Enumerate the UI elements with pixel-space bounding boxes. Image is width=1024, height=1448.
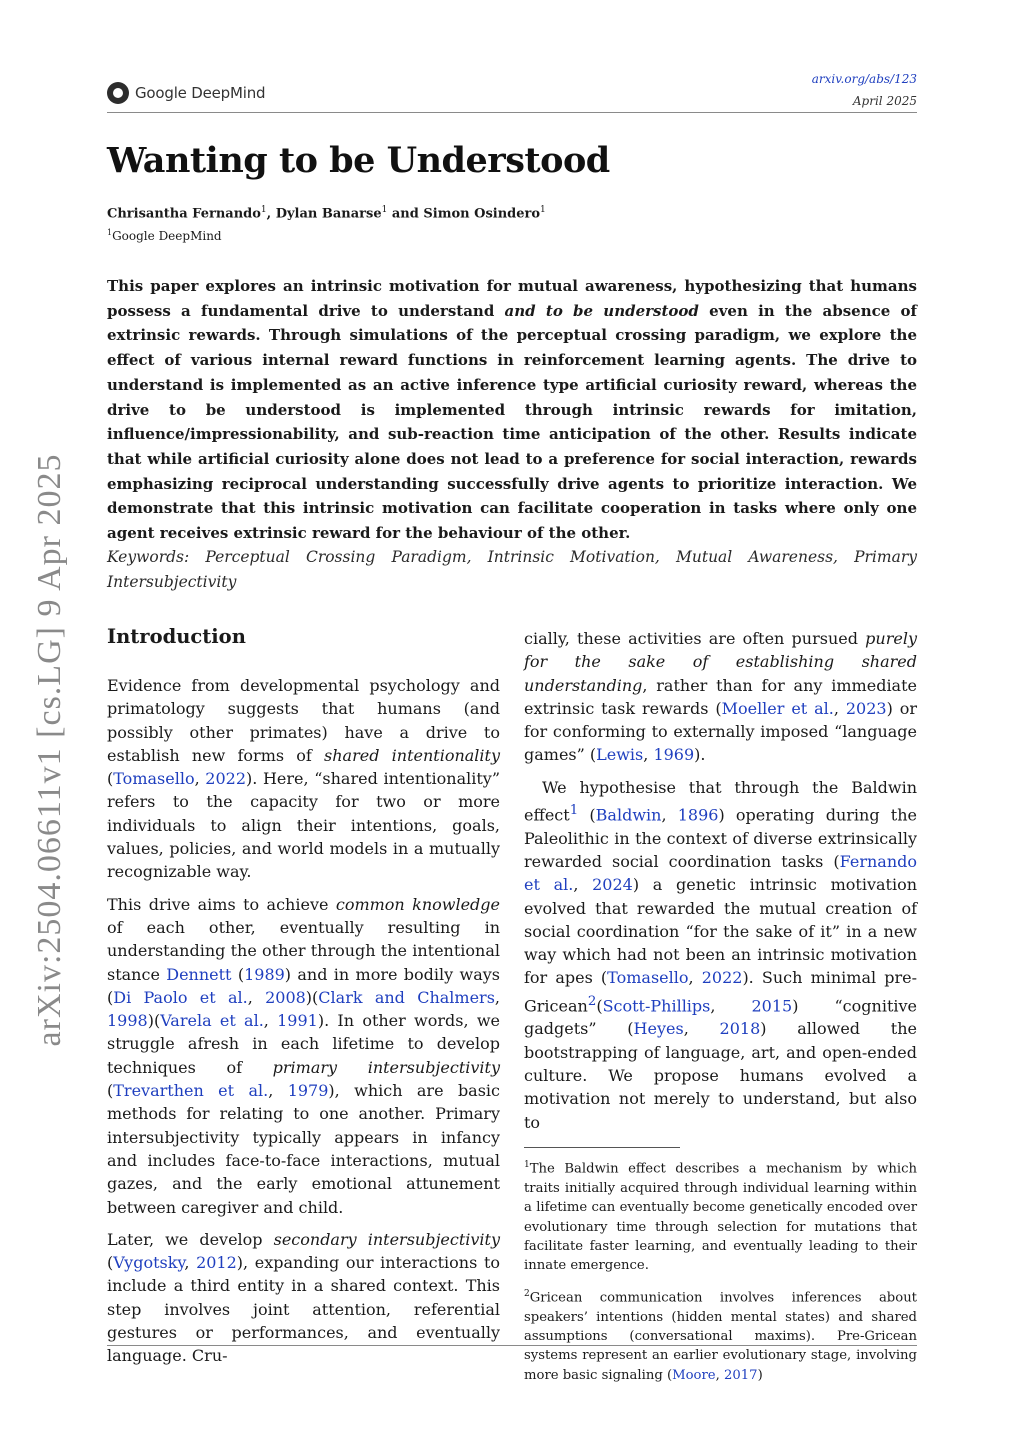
paper-title: Wanting to be Understood bbox=[107, 140, 610, 181]
citation-link[interactable]: Varela et al., 1991 bbox=[160, 1011, 318, 1031]
affiliation-name: Google DeepMind bbox=[112, 229, 222, 243]
deepmind-logo-icon bbox=[107, 82, 129, 104]
affiliation-mark: 1 bbox=[381, 205, 388, 215]
citation-link[interactable]: Moore, 2017 bbox=[672, 1367, 758, 1383]
citation-link[interactable]: Dennett bbox=[166, 964, 232, 984]
author-name: Chrisantha Fernando bbox=[107, 206, 261, 222]
paragraph: This drive aims to achieve common knowledge of each other, eventually resulting in understanding the other through the intentional stance Dennett (1989) and in more bodily ways (Di Paolo et al., 2008)(Clark and Chalmers, 1998)(Varela et al., 1991). In other words, we struggle afresh in each lifetime to develop techniques of primary intersubjectivity (Trevarthen et al., 1979), which are basic methods for relating to one another. Primary intersubjectivity typically appears in infancy and includes face-to-face interactions, mutual gazes, and the early emotional attunement between caregiver and child. bbox=[107, 894, 501, 1217]
header-meta bbox=[812, 68, 917, 112]
affiliation-mark: 1 bbox=[540, 205, 546, 215]
publication-date: April 2025 bbox=[852, 94, 917, 108]
abstract bbox=[107, 274, 917, 546]
arxiv-url-link[interactable]: arxiv.org/abs/123 bbox=[811, 72, 917, 86]
citation-link[interactable]: Baldwin, 1896 bbox=[595, 805, 719, 825]
citation-link[interactable]: Clark and Chalmers, 1998 bbox=[107, 987, 501, 1031]
paragraph: Evidence from developmental psychology and primatology suggests that humans (and possibly other primates) have a drive to establish new forms of shared intentionality (Tomasello, 2022). Here, “shared intentionality” refers to the capacity for two or more individuals to align their intentions, goals, values, policies, and world models in a mutually recognizable way. bbox=[107, 676, 500, 882]
paragraph: Later, we develop secondary intersubjectivity (Vygotsky, 2012), expanding our interactions to include a third entity in a shared context. This step involves joint attention, referential gestures or performances, and eventually language. Cru- bbox=[107, 1229, 501, 1366]
citation-link[interactable]: Fernando et al., 2024 bbox=[524, 852, 917, 895]
footnote-1: $^1$The Baldwin effect describes a mechanism by which traits initially acquired through individual learning within a lifetime can eventually become genetically encoded over evolutionary time through selection for mutations that facilitate faster learning, and eventually leading to their innate emergence. bbox=[524, 1159, 917, 1274]
abstract-text: This paper explores an intrinsic motivation for mutual awareness, hypothesizing that humans possess a fundamental drive to understand bbox=[107, 277, 917, 320]
author-list bbox=[107, 205, 546, 221]
paragraph: cially, these activities are often pursued purely for the sake of establishing shared understanding, rather than for any immediate extrinsic task rewards (Moeller et al., 2023) or for conforming to externally imposed “language games” (Lewis, 1969). bbox=[524, 629, 918, 765]
citation-link[interactable]: Lewis, 1969 bbox=[596, 745, 695, 765]
citation-link[interactable]: Tomasello, 2022 bbox=[607, 968, 743, 988]
right-column bbox=[524, 627, 917, 1394]
footnote-2: $^2$Gricean communication involves inferences about speakers’ intentions (hidden mental states) and shared assumptions (conversational maxims). Pre-Gricean systems represent an earlier evolutionary stage, involving more basic signaling (Moore, 2017) bbox=[524, 1288, 917, 1383]
citation-link[interactable]: Scott-Phillips, 2015 bbox=[602, 996, 793, 1016]
arxiv-stamp-text: arXiv:2504.06611v1 [cs.LG] 9 Apr 2025 bbox=[31, 453, 68, 1047]
citation-link[interactable]: Moeller et al., 2023 bbox=[721, 698, 887, 718]
citation-link[interactable]: Vygotsky, 2012 bbox=[113, 1253, 237, 1273]
citation-link[interactable]: Tomasello, 2022 bbox=[113, 769, 247, 789]
footnote-link[interactable]: 1 bbox=[569, 803, 579, 819]
author-name: Simon Osindero bbox=[423, 206, 541, 222]
affiliation-mark: 1 bbox=[260, 205, 267, 215]
google-deepmind-logo bbox=[107, 82, 265, 104]
abstract-text: even in the absence of extrinsic rewards. Through simulations of the perceptual crossing paradigm, we explore the effect of various internal reward functions in reinforcement learning agents. The drive to understand is implemented as an active inference type artificial curiosity reward, whereas the drive to be understood is implemented through intrinsic rewards for imitation, influence/impressionability, and sub-reaction time anticipation of the other. Results indicate that while artificial curiosity alone does not lead to a preference for social interaction, rewards emphasizing reciprocal understanding successfully drive agents to prioritize interaction. We demonstrate that this intrinsic motivation can facilitate cooperation in tasks where only one agent receives extrinsic reward for the behaviour of the other. bbox=[107, 301, 917, 543]
author-separator: , bbox=[266, 206, 276, 222]
author-separator: and bbox=[387, 206, 424, 222]
footnote-rule bbox=[524, 1147, 680, 1148]
section-heading: Introduction bbox=[107, 625, 246, 648]
abstract-emphasis: and to be understood bbox=[504, 301, 699, 320]
citation-link[interactable]: Heyes, 2018 bbox=[633, 1019, 761, 1039]
footer-rule bbox=[107, 1345, 917, 1346]
header-rule bbox=[107, 112, 917, 113]
affiliation-mark: 1 bbox=[107, 228, 113, 237]
author-name: Dylan Banarse bbox=[275, 206, 382, 222]
affiliation bbox=[107, 228, 222, 243]
citation-link[interactable]: 1989 bbox=[244, 964, 285, 984]
keywords: Keywords: Perceptual Crossing Paradigm, Intrinsic Motivation, Mutual Awareness, Primary Intersubjectivity bbox=[107, 548, 917, 591]
footnote-link[interactable]: 2 bbox=[587, 993, 597, 1009]
citation-link[interactable]: Di Paolo et al., 2008 bbox=[113, 987, 306, 1007]
arxiv-stamp bbox=[20, 455, 80, 1045]
left-column bbox=[107, 622, 500, 1377]
logo-text: Google DeepMind bbox=[135, 84, 266, 102]
citation-link[interactable]: Trevarthen et al., 1979 bbox=[113, 1081, 329, 1101]
paragraph: We hypothesise that through the Baldwin effect$^1$ (Baldwin, 1896) operating during the Paleolithic in the context of diverse extrinsically rewarded social coordination tasks (Fernando et al., 2024) a genetic intrinsic motivation evolved that rewarded the mutual creation of social coordination “for the sake of it” in a new way which had not been an intrinsic motivation for apes (Tomasello, 2022). Such minimal pre-Gricean$^2$(Scott-Phillips, 2015) “cognitive gadgets” (Heyes, 2018) allowed the bootstrapping of language, art, and open-ended culture. We propose humans evolved a motivation not merely to understand, but also to bbox=[524, 777, 918, 1132]
